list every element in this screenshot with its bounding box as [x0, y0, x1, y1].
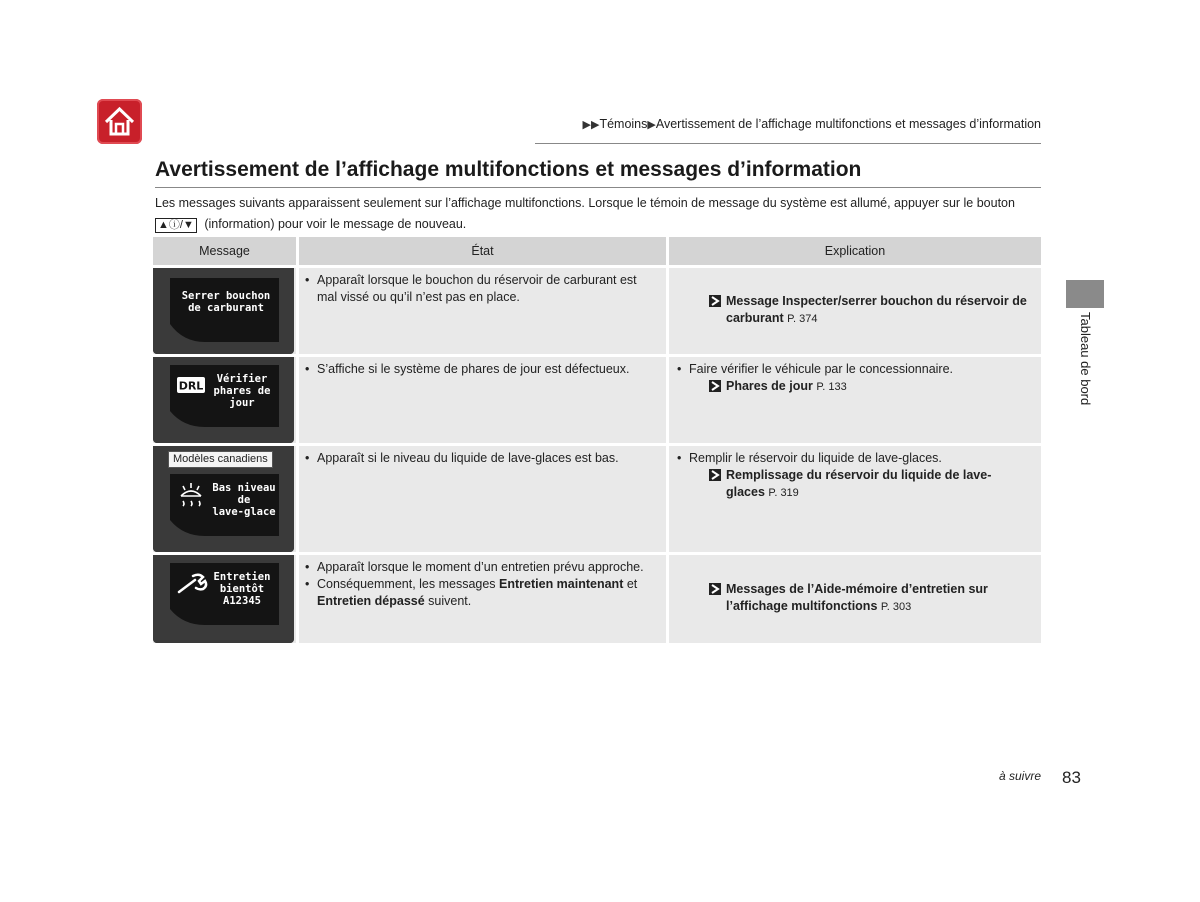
table-row [153, 357, 1041, 443]
info-key-icon: ▲ⓘ/▼ [155, 218, 197, 233]
message-image-cell [153, 357, 299, 443]
col-header-explanation: Explication [669, 237, 1041, 265]
explanation-bullet: • Remplir le réservoir du liquide de lave-glaces. [675, 450, 1031, 467]
state-bullet: • Apparaît si le niveau du liquide de lave-glaces est bas. [303, 450, 658, 467]
continued-note: à suivre [999, 769, 1042, 783]
display-screen [153, 446, 294, 552]
display-screen [153, 555, 294, 643]
explanation-cell [669, 555, 1041, 643]
title-rule [155, 187, 1041, 188]
page-number: 83 [1062, 768, 1081, 787]
state-bold-text: Entretien dépassé [317, 594, 425, 608]
state-bullet: • Apparaît lorsque le moment d’un entretien prévu approche. [303, 559, 658, 576]
reference-page: P. 374 [787, 312, 818, 325]
table-row [153, 268, 1041, 354]
home-button[interactable] [97, 99, 142, 144]
reference-arrow-icon [709, 295, 721, 307]
reference-link[interactable] [673, 378, 1031, 396]
breadcrumb [583, 117, 1041, 131]
reference-link[interactable] [673, 467, 1031, 502]
col-header-state: État [299, 237, 669, 265]
breadcrumb-rule [535, 143, 1041, 144]
reference-page: P. 319 [768, 487, 799, 499]
state-text: et [623, 577, 638, 591]
table-row [153, 555, 1041, 643]
state-bullet [303, 576, 658, 610]
reference-text: Message Inspecter/serrer bouchon du réservoir de carburant [726, 293, 1027, 325]
message-image-cell [153, 446, 299, 552]
breadcrumb-arrow-icon: ▶ [647, 119, 656, 131]
region-badge: Modèles canadiens [168, 451, 273, 468]
section-label: Tableau de bord [1078, 312, 1093, 406]
state-cell [299, 268, 669, 354]
table-row [153, 446, 1041, 552]
page-title: Avertissement de l’affichage multifonctions et messages d’information [155, 158, 862, 181]
display-screen [153, 268, 294, 354]
explanation-bullet: • Faire vérifier le véhicule par le concessionnaire. [675, 361, 1031, 378]
state-bold-text: Entretien maintenant [499, 577, 624, 591]
table-header-row [153, 237, 1041, 265]
reference-arrow-icon [709, 380, 721, 392]
breadcrumb-arrow-icon: ▶▶ [582, 119, 600, 131]
reference-text: Messages de l’Aide-mémoire d’entretien sur l’affichage multifonctions [726, 581, 988, 613]
message-image-cell [153, 268, 299, 354]
explanation-cell [669, 268, 1041, 354]
state-cell [299, 357, 669, 443]
reference-arrow-icon [709, 583, 721, 595]
col-header-message: Message [153, 237, 299, 265]
explanation-cell [669, 446, 1041, 552]
screen-message-text: Vérifier phares de jour [213, 373, 271, 409]
reference-arrow-icon [709, 469, 721, 481]
message-table [153, 234, 1041, 646]
section-tab[interactable] [1066, 280, 1104, 308]
home-icon [103, 105, 136, 138]
reference-page: P. 133 [816, 381, 847, 393]
state-bullet: • S’affiche si le système de phares de jour est défectueux. [303, 361, 658, 378]
drl-icon: DRL [178, 379, 204, 393]
reference-link[interactable] [673, 581, 1031, 616]
state-cell [299, 555, 669, 643]
screen-message-text: Entretien bientôt A12345 [213, 571, 271, 607]
intro-line2: (information) pour voir le message de nouveau. [204, 217, 467, 231]
screen-message-text: Bas niveau de lave-glace [212, 482, 276, 518]
state-cell [299, 446, 669, 552]
display-screen [153, 357, 294, 443]
reference-text: Phares de jour [726, 379, 813, 393]
reference-link[interactable] [673, 293, 1031, 328]
state-bullet: • Apparaît lorsque le bouchon du réservoir de carburant est mal vissé ou qu’il n’est pas en place. [303, 272, 658, 306]
intro-paragraph [155, 193, 1041, 235]
reference-page: P. 303 [880, 600, 912, 613]
message-image-cell [153, 555, 299, 643]
breadcrumb-part2[interactable]: Avertissement de l’affichage multifonctions et messages d’information [655, 117, 1041, 131]
breadcrumb-part1[interactable]: Témoins [599, 117, 648, 131]
state-text: suivent. [424, 594, 472, 608]
explanation-cell [669, 357, 1041, 443]
state-text: Conséquemment, les messages [317, 577, 500, 591]
intro-line1: Les messages suivants apparaissent seulement sur l’affichage multifonctions. Lorsque le témoin de message du système est allumé, appuyer sur le bouton [155, 196, 1015, 210]
reference-text: Remplissage du réservoir du liquide de lave-glaces [726, 468, 992, 499]
screen-message-text: Serrer bouchon de carburant [181, 290, 271, 314]
